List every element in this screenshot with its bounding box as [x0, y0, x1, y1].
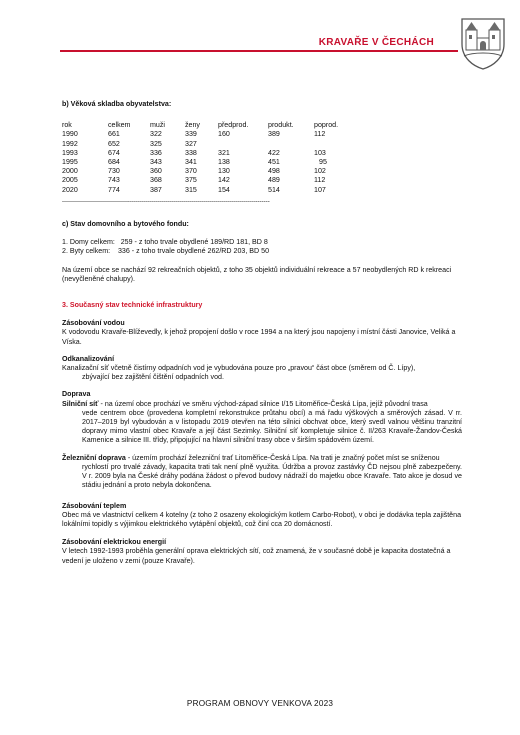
main-content — [62, 100, 462, 566]
table-cell: 652 — [108, 139, 120, 148]
column-header: produkt. — [268, 121, 294, 130]
table-cell: 389 — [268, 130, 280, 139]
column-header: předprod. — [218, 121, 249, 130]
sewer-text-line1: Kanalizační síť včetně čistírny odpadních vod je vybudována pouze pro „pravou“ část obce (směrem od Č. Lípy), — [62, 364, 416, 373]
table-cell: 684 — [108, 158, 120, 167]
table-row — [62, 140, 354, 149]
housing-note: Na území obce se nachází 92 rekreačních objektů, z toho 35 objektů individuální rekreace a 57 neobydlených RD k rekreaci (nevyčleněné chalupy). — [62, 265, 452, 283]
table-cell: 130 — [218, 167, 230, 176]
age-table — [62, 121, 354, 195]
road-first-line — [62, 400, 462, 409]
table-cell: 2000 — [62, 167, 78, 176]
water-text: K vodovodu Kravaře-Blíževedly, k jehož propojení došlo v roce 1994 a na který jsou napojeny i místní části Janovice, Veliká a Víska. — [62, 328, 456, 346]
table-cell: 368 — [150, 176, 162, 185]
table-cell: 107 — [314, 185, 326, 194]
table-cell: 343 — [150, 158, 162, 167]
table-cell: 1992 — [62, 139, 78, 148]
table-cell: 325 — [150, 139, 162, 148]
municipal-crest-icon — [459, 16, 507, 70]
table-cell: 451 — [268, 158, 280, 167]
table-cell: 387 — [150, 185, 162, 194]
table-cell: 489 — [268, 176, 280, 185]
table-cell: 743 — [108, 176, 120, 185]
table-cell: 321 — [218, 148, 230, 157]
rail-text: rychlostí pro trvalé závady, kapacita trati tak není plně využita. Údržba a provoz zastávky ČD nejsou plně zabezpečeny. V r. 2009 byla na České dráhy podána žádost o převod budovy nádraží do majetku obce Kravaře. Tato akce je dosud ve stádiu jednání a proto nebyla dokončena. — [82, 462, 462, 490]
rail-label: Železniční doprava — [62, 453, 126, 462]
table-cell: 112 — [314, 176, 326, 185]
table-cell: 2005 — [62, 176, 78, 185]
table-cell: 112 — [314, 130, 326, 139]
power-text: V letech 1992-1993 proběhla generální oprava elektrických sítí, což znamená, že v současné době je kapacita dostatečná a vedení je uloženo v zemi (pouze Kravaře). — [62, 547, 451, 565]
sewer-text-line2: zbývající bez zajištění čištění odpadních vod. — [82, 373, 224, 382]
road-label: Silniční síť — [62, 399, 99, 408]
table-cell: 730 — [108, 167, 120, 176]
section-heading: 3. Současný stav technické infrastruktury — [62, 301, 203, 310]
transport-heading: Doprava — [62, 390, 91, 399]
rail-first-text: - územím prochází železniční trať Litoměřice-Česká Lípa. Na trati je značný počet míst se sníženou — [125, 453, 440, 462]
housing-houses: 1. Domy celkem: 259 - z toho trvale obydlené 189/RD 181, BD 8 — [62, 238, 268, 247]
table-cell: 336 — [150, 148, 162, 157]
table-cell: 327 — [185, 139, 197, 148]
column-header: rok — [62, 121, 72, 130]
table-row — [62, 149, 354, 158]
table-row — [62, 130, 354, 139]
table-cell: 1993 — [62, 148, 78, 157]
road-first-text: - na území obce prochází ve směru východ-západ silnice I/15 Litoměřice-Česká Lípa, jejíž původní trasa — [98, 399, 428, 408]
power-heading: Zásobování elektrickou energií — [62, 538, 167, 547]
heat-heading: Zásobování teplem — [62, 501, 127, 510]
rail-first-line — [62, 454, 462, 463]
table-cell: 142 — [218, 176, 230, 185]
table-cell: 102 — [314, 167, 326, 176]
column-header: poprod. — [314, 121, 339, 130]
table-cell: 315 — [185, 185, 197, 194]
table-cell: 370 — [185, 167, 197, 176]
dashed-divider: -------------------------------------------------------------------------------------------------------- — [62, 198, 270, 205]
column-header: celkem — [108, 121, 131, 130]
table-cell: 422 — [268, 148, 280, 157]
table-cell: 674 — [108, 148, 120, 157]
column-header: muži — [150, 121, 165, 130]
housing-flats: 2. Byty celkem: 336 - z toho trvale obydlené 262/RD 203, BD 50 — [62, 247, 270, 256]
table-cell: 154 — [218, 185, 230, 194]
age-heading: b) Věková skladba obyvatelstva: — [62, 100, 172, 108]
water-heading: Zásobování vodou — [62, 319, 125, 328]
road-text: vede centrem obce (provedena kompletní rekonstrukce průtahu obcí) a má řadu výškových a směrových zásad. V rr. 2017–2019 byl vybudován a v listopadu 2019 otevřen na této silnici obchvat obce, který svedl valnou většinu tranzitní dopravy mimo vlastní obec Kravaře a její část Sezimky. Silniční síť kompletuje silnice č. II/263 Kravaře-Žandov-Česká Kamenice a silnice III. třídy, připojující na hlavní silniční trasy obce v širším spádovém území. — [82, 408, 462, 445]
table-cell: 341 — [185, 158, 197, 167]
column-header: ženy — [185, 121, 200, 130]
table-cell: 138 — [218, 158, 230, 167]
table-cell: 1995 — [62, 158, 78, 167]
table-cell: 338 — [185, 148, 197, 157]
heat-text: Obec má ve vlastnictví celkem 4 kotelny (z toho 2 osazeny ekologickým kotlem Carbo-Robot), v obci je dodávka tepla zajištěna lokálními topidly s výjimkou elektrického vytápění objektů, což činí cca 20 domácností. — [62, 510, 462, 528]
table-cell — [268, 140, 314, 149]
table-header-row — [62, 121, 354, 130]
table-cell: 514 — [268, 185, 280, 194]
table-cell: 160 — [218, 130, 230, 139]
table-cell: 103 — [314, 148, 326, 157]
table-cell: 95 — [319, 158, 327, 167]
table-cell — [218, 140, 268, 149]
page-footer: PROGRAM OBNOVY VENKOVA 2023 — [186, 699, 334, 708]
table-cell: 375 — [185, 176, 197, 185]
table-cell: 339 — [185, 130, 197, 139]
sewer-heading: Odkanalizování — [62, 354, 115, 363]
table-cell: 360 — [150, 167, 162, 176]
table-row — [62, 176, 354, 185]
table-row — [62, 167, 354, 176]
table-row — [62, 158, 354, 167]
table-cell: 498 — [268, 167, 280, 176]
table-cell: 774 — [108, 185, 120, 194]
housing-heading: c) Stav domovního a bytového fondu: — [62, 220, 189, 229]
header-rule — [60, 50, 458, 52]
table-cell: 322 — [150, 130, 162, 139]
table-cell — [314, 140, 354, 149]
table-cell: 661 — [108, 130, 120, 139]
table-cell: 2020 — [62, 185, 78, 194]
header-title: KRAVAŘE V ČECHÁCH — [318, 37, 434, 48]
table-cell: 1990 — [62, 130, 78, 139]
table-row — [62, 186, 354, 195]
